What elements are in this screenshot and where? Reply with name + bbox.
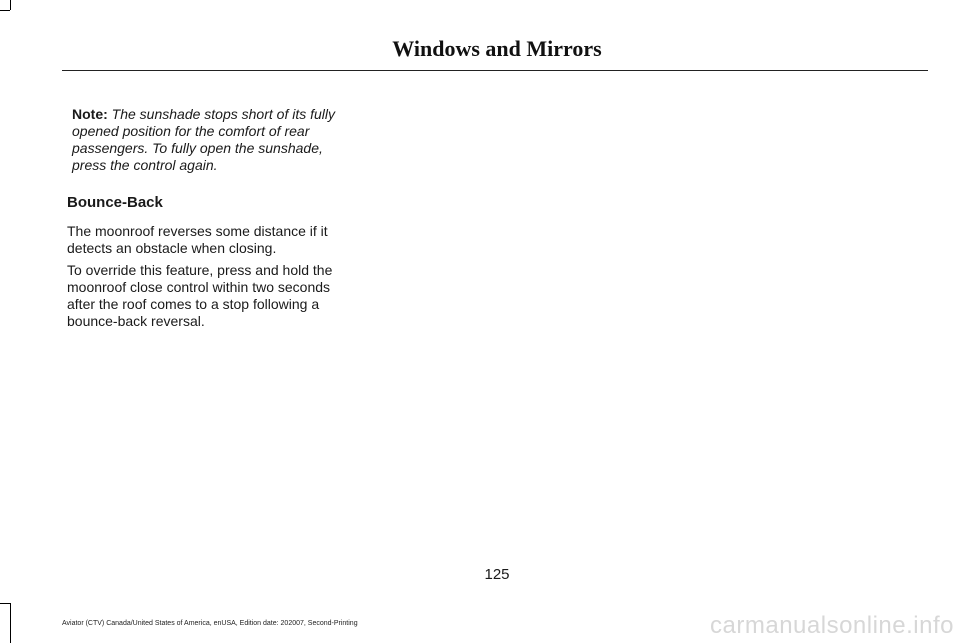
note-label: Note: xyxy=(72,106,108,122)
header-rule xyxy=(62,70,928,71)
crop-mark-top-left-h xyxy=(0,10,10,11)
note-text: The sunshade stops short of its fully opened position for the comfort of rear passengers. To fully open the sunshade, press the control again. xyxy=(72,106,336,173)
paragraph-2: To override this feature, press and hold the moonroof close control within two seconds after the roof comes to a stop following a bounce-back reversal. xyxy=(67,262,333,329)
section-heading: Bounce-Back xyxy=(67,194,163,211)
page-number: 125 xyxy=(484,566,510,583)
crop-mark-bottom-left-h xyxy=(0,603,10,604)
footer-edition-text: Aviator (CTV) Canada/United States of America, enUSA, Edition date: 202007, Second-Printing xyxy=(62,620,358,627)
crop-mark-bottom-left-v xyxy=(10,603,11,643)
paragraph-1: The moonroof reverses some distance if it detects an obstacle when closing. xyxy=(67,223,328,256)
page-header-title: Windows and Mirrors xyxy=(392,36,602,61)
watermark: carmanualsonline.info xyxy=(710,612,954,639)
crop-mark-top-left-v xyxy=(10,0,11,10)
note-block xyxy=(72,106,344,174)
